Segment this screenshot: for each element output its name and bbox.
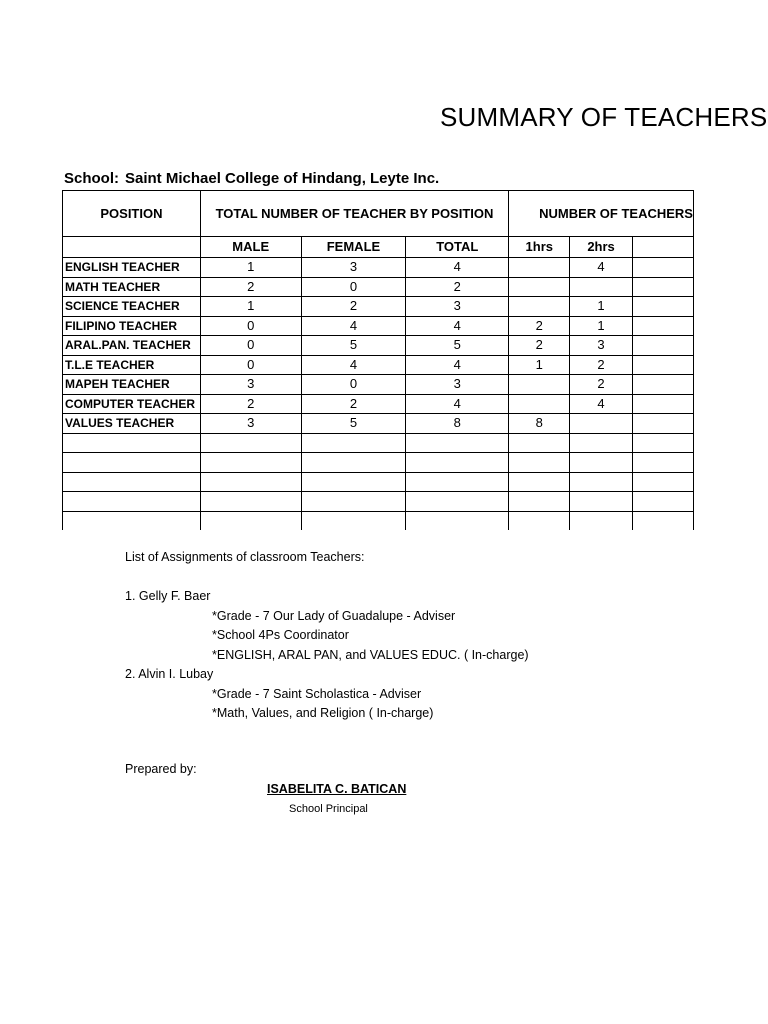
position-cell: COMPUTER TEACHER [63,394,201,414]
position-cell: ENGLISH TEACHER [63,258,201,278]
teacher-duty: *School 4Ps Coordinator [212,628,349,642]
value-cell: 0 [301,277,406,297]
value-cell: 1 [200,258,301,278]
table-row [63,453,694,473]
value-cell [570,511,632,530]
table-row [63,394,694,414]
sub-header-female: FEMALE [301,237,406,258]
value-cell [509,375,570,395]
value-cell [632,511,693,530]
value-cell [570,433,632,453]
header-hours-group: NUMBER OF TEACHERS [509,191,694,237]
value-cell: 2 [570,375,632,395]
value-cell [509,394,570,414]
value-cell: 8 [509,414,570,434]
school-label: School: [64,170,119,187]
value-cell: 4 [406,316,509,336]
value-cell: 3 [406,375,509,395]
value-cell: 4 [570,258,632,278]
value-cell [509,492,570,512]
sub-header-row [63,237,694,258]
value-cell [509,297,570,317]
value-cell: 5 [301,336,406,356]
value-cell [301,492,406,512]
value-cell: 3 [406,297,509,317]
value-cell [632,258,693,278]
table-row [63,297,694,317]
value-cell: 2 [406,277,509,297]
value-cell [632,394,693,414]
value-cell [632,414,693,434]
value-cell [570,453,632,473]
value-cell [301,453,406,473]
value-cell [632,277,693,297]
position-cell [63,453,201,473]
value-cell: 3 [200,375,301,395]
position-cell: VALUES TEACHER [63,414,201,434]
value-cell [632,472,693,492]
value-cell: 3 [570,336,632,356]
table-row [63,355,694,375]
value-cell [509,472,570,492]
position-cell [63,472,201,492]
value-cell [509,453,570,473]
table-row [63,511,694,530]
teacher-duty: *ENGLISH, ARAL PAN, and VALUES EDUC. ( In-charge) [212,647,529,662]
position-cell: MAPEH TEACHER [63,375,201,395]
value-cell [200,433,301,453]
header-total-group: TOTAL NUMBER OF TEACHER BY POSITION [200,191,508,237]
teacher-duty: *Grade - 7 Saint Scholastica - Adviser [212,686,422,701]
value-cell [509,258,570,278]
value-cell: 0 [200,355,301,375]
teacher-duty: *Grade - 7 Our Lady of Guadalupe - Adviser [212,608,456,623]
value-cell: 2 [301,297,406,317]
table-row [63,277,694,297]
sub-header-1hrs: 1hrs [509,237,570,258]
sub-header-cell [632,237,693,258]
table-row [63,336,694,356]
table-row [63,258,694,278]
value-cell: 4 [301,355,406,375]
value-cell: 3 [301,258,406,278]
value-cell: 1 [570,316,632,336]
value-cell [200,472,301,492]
page-title: SUMMARY OF TEACHERS [440,102,768,132]
value-cell: 2 [301,394,406,414]
value-cell: 8 [406,414,509,434]
value-cell [570,414,632,434]
value-cell: 2 [509,316,570,336]
value-cell: 3 [200,414,301,434]
value-cell [632,316,693,336]
value-cell: 4 [406,258,509,278]
value-cell: 1 [570,297,632,317]
school-name: Saint Michael College of Hindang, Leyte Inc. [125,170,440,187]
principal-name: ISABELITA C. BATICAN [267,782,407,796]
value-cell: 2 [570,355,632,375]
position-cell: SCIENCE TEACHER [63,297,201,317]
value-cell [632,433,693,453]
teacher-name: 1. Gelly F. Baer [125,589,211,603]
value-cell [570,472,632,492]
teacher-name: 2. Alvin I. Lubay [125,667,214,681]
value-cell [406,492,509,512]
table-row [63,375,694,395]
value-cell: 2 [200,394,301,414]
value-cell: 5 [301,414,406,434]
value-cell [632,492,693,512]
position-cell [63,492,201,512]
value-cell [406,472,509,492]
value-cell [632,336,693,356]
value-cell: 1 [200,297,301,317]
sub-header-2hrs: 2hrs [570,237,632,258]
value-cell [509,277,570,297]
position-cell [63,433,201,453]
teacher-duty: *Math, Values, and Religion ( In-charge) [212,706,434,720]
value-cell [509,433,570,453]
header-position: POSITION [63,191,201,237]
value-cell [632,297,693,317]
value-cell [406,511,509,530]
value-cell [570,492,632,512]
summary-table-container [62,190,694,530]
position-cell: T.L.E TEACHER [63,355,201,375]
value-cell: 4 [406,394,509,414]
value-cell [632,375,693,395]
value-cell: 4 [301,316,406,336]
value-cell: 2 [509,336,570,356]
value-cell: 2 [200,277,301,297]
position-cell [63,511,201,530]
position-cell: ARAL.PAN. TEACHER [63,336,201,356]
value-cell [200,511,301,530]
prepared-by-label: Prepared by: [125,762,197,776]
table-row [63,492,694,512]
assignments-list [125,548,529,724]
value-cell [509,511,570,530]
value-cell [301,511,406,530]
table-row [63,472,694,492]
value-cell [200,453,301,473]
value-cell [570,277,632,297]
principal-title: School Principal [289,803,368,815]
value-cell: 0 [200,336,301,356]
sub-header-cell [63,237,201,258]
value-cell: 5 [406,336,509,356]
value-cell: 4 [570,394,632,414]
value-cell [632,453,693,473]
school-line [64,169,439,189]
position-cell: FILIPINO TEACHER [63,316,201,336]
value-cell [200,492,301,512]
sub-header-male: MALE [200,237,301,258]
value-cell: 1 [509,355,570,375]
table-row [63,433,694,453]
value-cell [406,433,509,453]
spacer [125,568,529,588]
summary-table [62,190,694,530]
table-body [63,258,694,531]
value-cell [632,355,693,375]
table-row [63,316,694,336]
table-row [63,414,694,434]
value-cell [301,433,406,453]
position-cell: MATH TEACHER [63,277,201,297]
value-cell: 0 [301,375,406,395]
assignments-heading: List of Assignments of classroom Teachers: [125,550,365,564]
value-cell: 0 [200,316,301,336]
value-cell [406,453,509,473]
value-cell: 4 [406,355,509,375]
header-row [63,191,694,237]
sub-header-total: TOTAL [406,237,509,258]
value-cell [301,472,406,492]
